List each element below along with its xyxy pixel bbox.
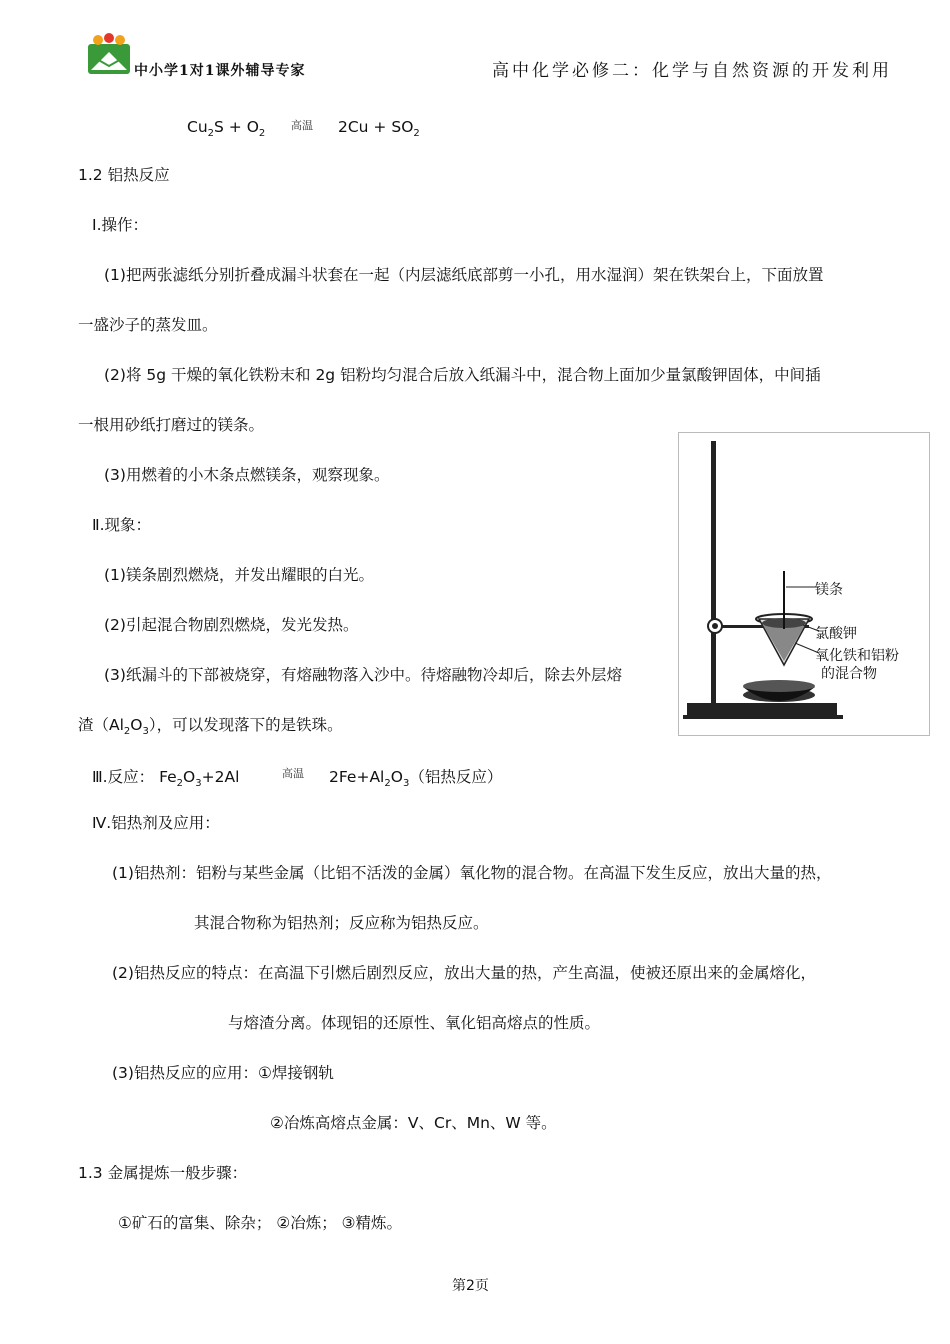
phenomenon-2: (2)引起混合物剧烈燃烧，发光发热。: [104, 616, 359, 634]
refining-steps: ①矿石的富集、除杂； ②冶炼； ③精炼。: [118, 1214, 403, 1232]
reaction-equation: Ⅲ.反应： $Fe_2O_3+2Al$: [92, 768, 240, 789]
equation-copper: $Cu_2S + O_2$: [187, 118, 266, 139]
operation-step-2: (2)将 5g 干燥的氧化铁粉末和 2g 铝粉均匀混合后放入纸漏斗中，混合物上面加少量氯酸钾固体，中间插: [104, 366, 821, 384]
label-magnesium-strip: 镁条: [815, 582, 843, 598]
phenomenon-3-cont: 渣$(Al_2O_3)$，可以发现落下的是铁珠。: [78, 716, 343, 737]
label-mixture-line2: 的混合物: [821, 666, 877, 682]
label-potassium-chlorate: 氯酸钾: [815, 626, 857, 642]
section-heading-1-3: 1.3 金属提炼一般步骤：: [78, 1164, 248, 1182]
equation-copper-product: $2Cu + SO_2$: [338, 118, 420, 139]
label-mixture-line1: 氧化铁和铝粉: [815, 648, 899, 664]
page-number: 第2页: [452, 1278, 489, 1294]
operation-step-3: (3)用燃着的小木条点燃镁条，观察现象。: [104, 466, 390, 484]
application-2-cont: 与熔渣分离。体现铝的还原性、氧化铝高熔点的性质。: [228, 1014, 601, 1032]
phenomena-label: Ⅱ.现象：: [92, 516, 152, 534]
logo: [86, 30, 132, 76]
application-3: (3)铝热反应的应用：①焊接钢轨: [112, 1064, 334, 1082]
phenomenon-3: (3)纸漏斗的下部被烧穿，有熔融物落入沙中。待熔融物冷却后，除去外层熔: [104, 666, 622, 684]
phenomenon-1: (1)镁条剧烈燃烧，并发出耀眼的白光。: [104, 566, 374, 584]
operation-step-1: (1)把两张滤纸分别折叠成漏斗状套在一起（内层滤纸底部剪一小孔，用水湿润）架在铁架台上，下面放置: [104, 266, 824, 284]
thermite-apparatus-figure: [678, 432, 930, 736]
application-1: (1)铝热剂：铝粉与某些金属（比铝不活泼的金属）氧化物的混合物。在高温下发生反应，放出大量的热，: [112, 864, 832, 882]
operation-label: Ⅰ.操作：: [92, 216, 148, 234]
apparatus-diagram: [679, 433, 929, 735]
application-label: Ⅳ.铝热剂及应用：: [92, 814, 220, 832]
brand-slogan: 中小学1对1课外辅导专家: [134, 63, 306, 79]
section-heading-1-2: 1.2 铝热反应: [78, 166, 170, 184]
page-header-title: 高中化学必修二：化学与自然资源的开发利用: [492, 61, 892, 81]
operation-step-1-cont: 一盛沙子的蒸发皿。: [78, 316, 218, 334]
reaction-products: $2Fe+Al_2O_3$（铝热反应）: [329, 768, 503, 789]
application-1-cont: 其混合物称为铝热剂；反应称为铝热反应。: [194, 914, 489, 932]
application-3-cont: ②冶炼高熔点金属：V、Cr、Mn、W 等。: [270, 1114, 557, 1132]
application-2: (2)铝热反应的特点：在高温下引燃后剧烈反应，放出大量的热，产生高温，使被还原出来的金属熔化，: [112, 964, 816, 982]
operation-step-2-cont: 一根用砂纸打磨过的镁条。: [78, 416, 265, 434]
equation-copper-condition: 高温: [291, 119, 313, 132]
logo-icon: [86, 30, 132, 76]
reaction-condition: 高温: [282, 767, 304, 780]
